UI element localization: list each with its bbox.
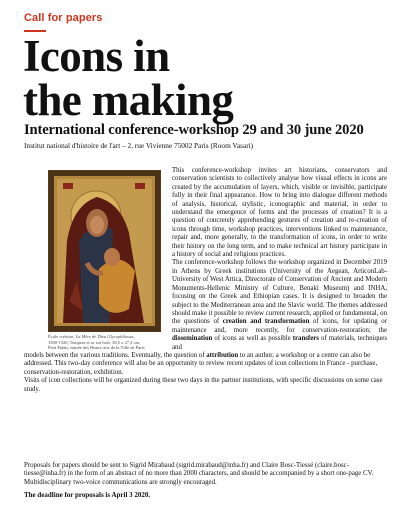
call-for-papers-tag: Call for papers bbox=[24, 12, 103, 24]
page-title bbox=[23, 31, 234, 125]
venue-address: Institut national d'histoire de l'art – 2, rue Vivienne 75002 Paris (Room Vasari) bbox=[24, 141, 254, 150]
conference-subtitle: International conference-workshop 29 and 30 june 2020 bbox=[24, 122, 364, 138]
caption-punct: , bbox=[133, 334, 135, 339]
body-paragraph: Visits of icon collections will be organized during these two days in the partner institutions, with specific discussions on some case study. bbox=[24, 377, 383, 393]
icon-painting bbox=[49, 171, 160, 331]
caption-work-title: La Mère de Dieu Glycophilousa bbox=[75, 334, 134, 339]
madonna-and-child-icon bbox=[48, 170, 161, 332]
title-line-1: Icons in bbox=[23, 31, 170, 81]
body-continuation bbox=[24, 352, 387, 394]
title-line-2: the making bbox=[23, 75, 234, 125]
deadline-notice: The deadline for proposals is April 3 2020. bbox=[24, 491, 151, 499]
body-paragraph: models between the various traditions. Eventually, the question of attribution to an author, a workshop or a centre can also be addressed. This two-day conference will also be an opportunity to review recent updates of icon collections in France - purchase, conservation-restoration, exhibition. bbox=[24, 352, 378, 376]
caption-line: 1500-1520, Tempera et or sur bois, 38,5 x 27,2 cm, bbox=[48, 339, 141, 345]
caption-school: École crétoise, bbox=[48, 334, 76, 339]
body-column bbox=[172, 167, 387, 352]
caption-line: Petit Palais, musée des Beaux-arts de la Ville de Paris bbox=[48, 345, 145, 351]
body-paragraph: This conference-workshop invites art historians, conservators and conservation scientists to collectively analyse how visual effects in icons are created by the accumulation of layers, which, visible or invisible, participate fully in their final appearance. How to bring into dialogue different methods of analysis, historical, stylistic, iconographic and material, in order to understand the emergence of forms and the processes of creation? It is a question of concretely apprehending gestures of creation and re-creation of icons through time, workshop practices, interventions linked to maintenance, repair and, more generally, to the transformation of icons, in order to write their history on the long term, and to make technical art history participate in a history of social and religious practices. bbox=[172, 167, 387, 259]
proposal-instructions: Proposals for papers should be sent to Sigrid Mirabaud (sigrid.mirabaud@inha.fr) and Claire Bosc-Tiessé (claire.bosc-tiesse@inha.fr) in the form of an abstract of no more than 2000 characters, and should be accompanied by a short one-page CV. Multidisciplinary two-voice communications are strongly encouraged. bbox=[24, 462, 374, 486]
body-paragraph: The conference-workshop follows the workshop organized in December 2019 in Athens by Greek institutions (University of the Aegean, ArticonLab-University of West Attica, Directorate of Conservation of Ancient and Modern Monuments-Hellenic Ministry of Culture, Benaki Museum) and INHA, focusing on the Greek and Ethiopian cases. It is designed to broaden the subject to the Mediterranean area and the Slavic world. The themes addressed should make it possible to review current research, applied or fundamental, on the questions of creation and transformation of icons, for updating or maintenance and, more recently, for conservation-restoration; the dissemination of icons as well as possible transfers of materials, techniques and bbox=[172, 259, 387, 351]
figure-caption bbox=[48, 334, 166, 351]
